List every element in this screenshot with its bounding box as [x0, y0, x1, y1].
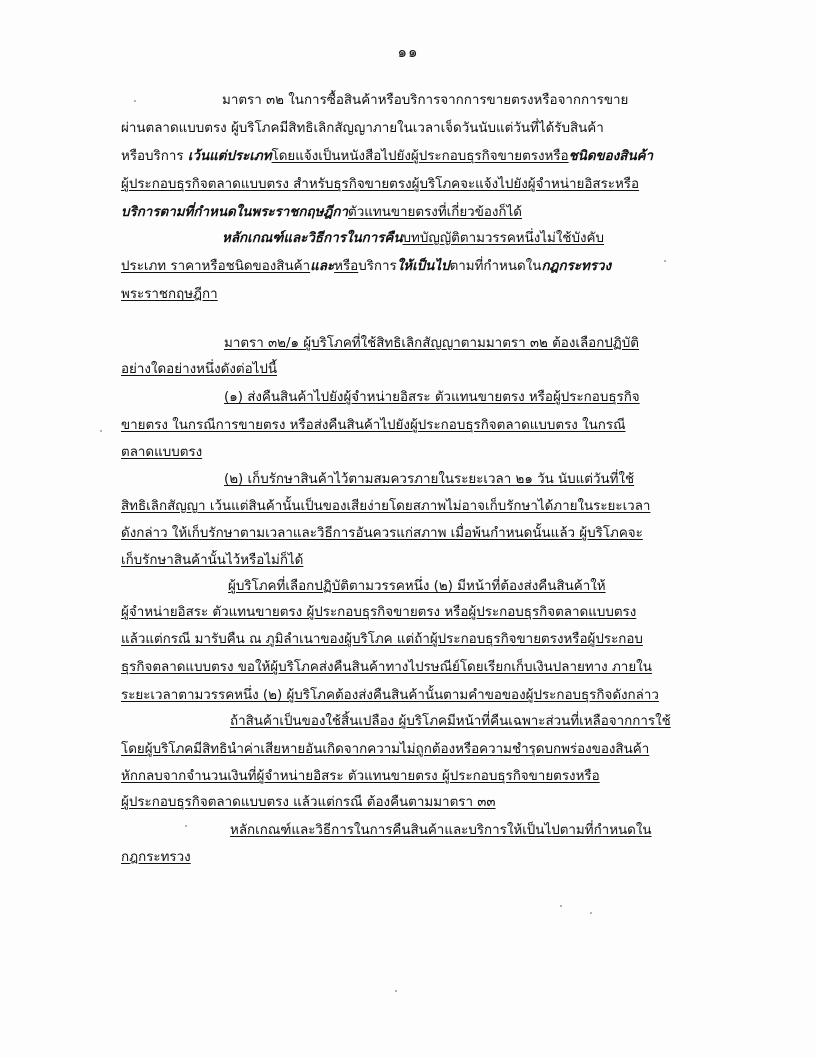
section-32-1-para2-line-3: แล้วแต่กรณี มารับคืน ณ ภูมิลำเนาของผู้บริโภค แต่ถ้าผู้ประกอบธุรกิจขายตรงหรือผู้ประกอบ: [121, 632, 643, 647]
item-1-line-3: ตลาดแบบตรง: [121, 445, 203, 460]
scan-speck: [134, 100, 136, 102]
section-32-para2-line-1: [222, 230, 604, 248]
section-32-1-para3-line-3: หักกลบจากจำนวนเงินที่ผู้จำหน่ายอิสระ ตัวแทนขายตรง ผู้ประกอบธุรกิจขายตรงหรือ: [121, 769, 600, 784]
section-32-1-para2-line-2: ผู้จำหน่ายอิสระ ตัวแทนขายตรง ผู้ประกอบธุรกิจขายตรง หรือผู้ประกอบธุรกิจตลาดแบบตรง: [121, 605, 637, 620]
section-32-1-para3-line-2: โดยผู้บริโภคมีสิทธินำค่าเสียหายอันเกิดจากความไม่ถูกต้องหรือความชำรุดบกพร่องของสินค้า: [121, 742, 650, 757]
scan-speck: [560, 905, 562, 907]
struck-amendment: และ: [310, 259, 335, 274]
struck-amendment: บริการตามที่กำหนดในพระราชกฤษฎีกา: [121, 205, 349, 220]
struck-amendment: เว้นแต่ประเภท: [187, 149, 272, 164]
item-2-line-1: (๒) เก็บรักษาสินค้าไว้ตามสมควรภายในระยะเวลา ๒๑ วัน นับแต่วันที่ใช้: [224, 472, 635, 487]
section-32-1-line-1: มาตรา ๓๒/๑ ผู้บริโภคที่ใช้สิทธิเลิกสัญญาตามมาตรา ๓๒ ต้องเลือกปฏิบัติ: [224, 336, 639, 351]
item-2-line-4: เก็บรักษาสินค้านั้นไว้หรือไม่ก็ได้: [121, 553, 304, 568]
inserted-amendment: หรือ: [334, 259, 359, 274]
struck-amendment: หลักเกณฑ์และวิธีการในการคืน: [222, 231, 403, 246]
section-32-1-para4-line-2: กฎกระทรวง: [121, 850, 191, 865]
section-32-1-para2-line-5: ระยะเวลาตามวรรคหนึ่ง (๒) ผู้บริโภคต้องส่งคืนสินค้านั้นตามคำขอของผู้ประกอบธุรกิจดังกล่าว: [121, 688, 659, 703]
section-32-line-3: [121, 148, 653, 166]
section-32-line-5: [121, 204, 522, 222]
struck-amendment: ให้เป็นไป: [396, 259, 450, 274]
inserted-amendment: ประเภท ราคาหรือชนิดของสินค้า: [121, 259, 311, 274]
section-32-1-para3-line-4: ผู้ประกอบธุรกิจตลาดแบบตรง แล้วแต่กรณี ต้องคืนตามมาตรา ๓๓: [121, 795, 496, 810]
section-32-para2-line-2: ประเภท ราคาหรือชนิดของสินค้าและหรือบริการให้เป็นไปตามที่กำหนดในกฎกระทรวง: [121, 259, 612, 274]
item-2-line-2: สิทธิเลิกสัญญา เว้นแต่สินค้านั้นเป็นของเสียง่ายโดยสภาพไม่อาจเก็บรักษาได้ภายในระยะเวลา: [121, 499, 651, 514]
item-2-line-3: ดังกล่าว ให้เก็บรักษาตามเวลาและวิธีการอันควรแก่สภาพ เมื่อพ้นกำหนดนั้นแล้ว ผู้บริโภคจะ: [121, 526, 643, 541]
item-1-line-1: (๑) ส่งคืนสินค้าไปยังผู้จำหน่ายอิสระ ตัวแทนขายตรง หรือผู้ประกอบธุรกิจ: [224, 390, 640, 405]
inserted-amendment: โดยแจ้งเป็นหนังสือไปยังผู้ประกอบธุรกิจขายตรงหรือ: [271, 149, 569, 164]
section-32-line-4: ผู้ประกอบธุรกิจตลาดแบบตรง สำหรับธุรกิจขายตรงผู้บริโภคจะแจ้งไปยังผู้จำหน่ายอิสระหรือ: [121, 177, 640, 192]
page-number: ๑๑: [397, 43, 419, 61]
struck-amendment: ชนิดของสินค้า: [568, 149, 654, 164]
struck-amendment: กฎกระทรวง: [541, 259, 612, 274]
item-1-line-2: ขายตรง ในกรณีการขายตรง หรือส่งคืนสินค้าไปยังผู้ประกอบธุรกิจตลาดแบบตรง ในกรณี: [121, 418, 626, 433]
section-32-1-line-2: อย่างใดอย่างหนึ่งดังต่อไปนี้: [121, 362, 278, 377]
section-32-1-para2-line-4: ธุรกิจตลาดแบบตรง ขอให้ผู้บริโภคส่งคืนสินค้าทางไปรษณีย์โดยเรียกเก็บเงินปลายทาง ภายใน: [121, 660, 652, 675]
section-32-1-para4-line-1: หลักเกณฑ์และวิธีการในการคืนสินค้าและบริการให้เป็นไปตามที่กำหนดใน: [230, 823, 652, 838]
section-32-line-2: ผ่านตลาดแบบตรง ผู้บริโภคมีสิทธิเลิกสัญญาภายในเวลาเจ็ดวันนับแต่วันที่ได้รับสินค้า: [121, 121, 604, 136]
section-32-1-para2-line-1: ผู้บริโภคที่เลือกปฏิบัติตามวรรคหนึ่ง (๒) มีหน้าที่ต้องส่งคืนสินค้าให้: [228, 579, 606, 594]
scan-speck: [664, 260, 666, 262]
scan-speck: [590, 912, 592, 914]
inserted-amendment: ตัวแทนขายตรงที่เกี่ยวข้องก็ได้: [348, 205, 522, 220]
section-32-line-1: มาตรา ๓๒ ในการซื้อสินค้าหรือบริการจากการขายตรงหรือจากการขาย: [222, 93, 629, 108]
section-32-para2-line-3: พระราชกฤษฎีกา: [121, 287, 218, 302]
section-32-text: หรือบริการ: [121, 149, 184, 164]
inserted-amendment: บทบัญญัติตามวรรคหนึ่งไม่ใช้บังคับ: [402, 231, 604, 246]
scan-speck: [395, 990, 397, 992]
scan-speck: [185, 825, 187, 827]
scan-speck: [100, 430, 102, 432]
section-32-1-para3-line-1: ถ้าสินค้าเป็นของใช้สิ้นเปลือง ผู้บริโภคมีหน้าที่คืนเฉพาะส่วนที่เหลือจากการใช้: [230, 714, 671, 729]
